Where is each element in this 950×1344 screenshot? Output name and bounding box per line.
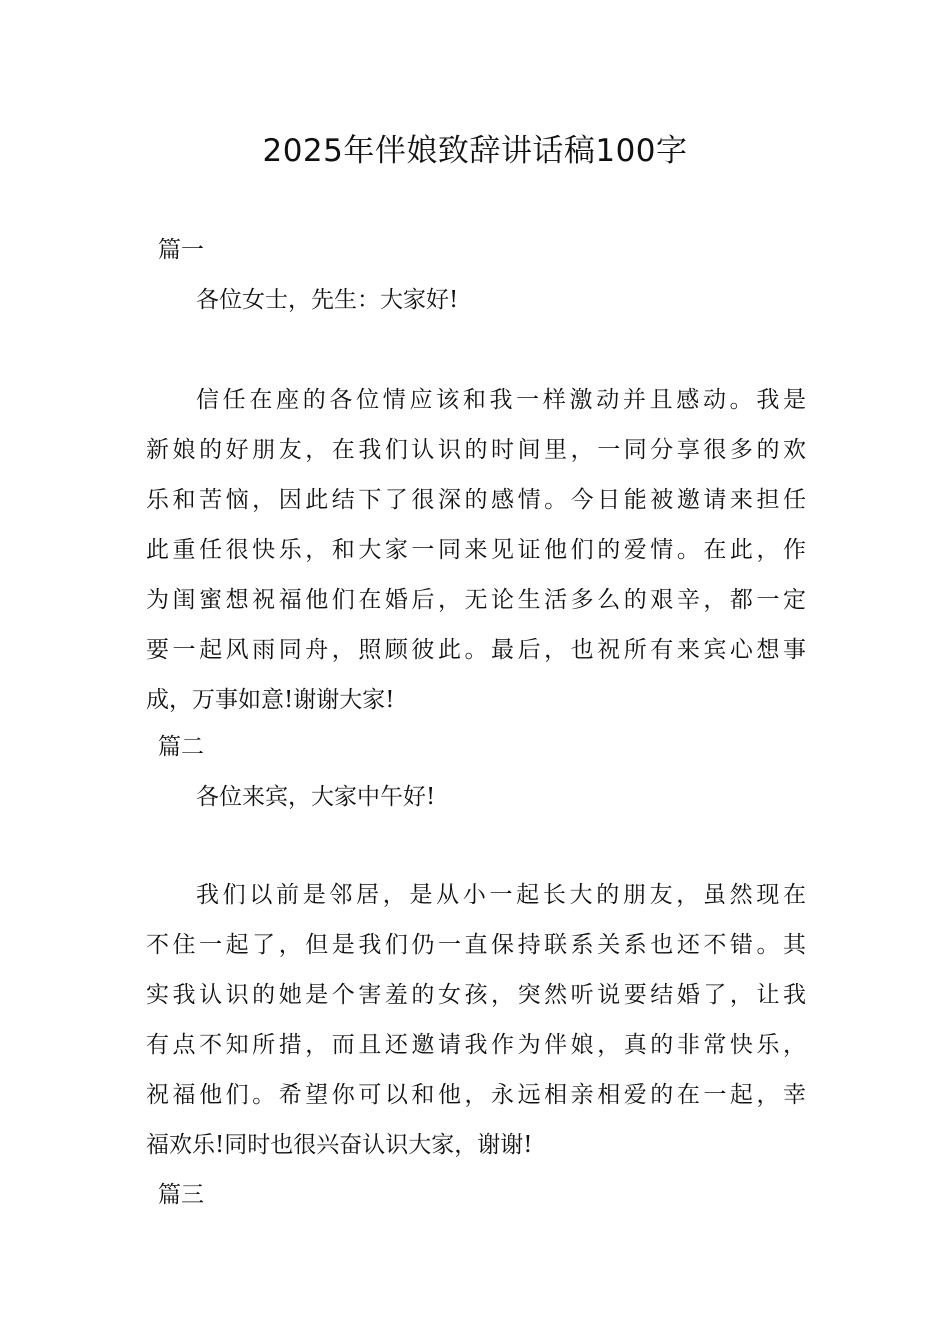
text-line: 福欢乐!同时也很兴奋认识大家，谢谢! xyxy=(146,1132,533,1158)
greeting-paragraph-2 xyxy=(146,772,806,822)
text-line: 信任在座的各位情应该和我一样激动并且感动。我是 xyxy=(196,387,806,413)
greeting-paragraph-1 xyxy=(146,275,806,325)
document-title: 2025年伴娘致辞讲话稿100字 xyxy=(262,133,688,169)
text-line: 此重任很快乐，和大家一同来见证他们的爱情。在此，作 xyxy=(146,537,806,563)
text-line: 为闺蜜想祝福他们在婚后，无论生活多么的艰辛，都一定 xyxy=(146,587,806,613)
text-line: 有点不知所措，而且还邀请我作为伴娘，真的非常快乐， xyxy=(146,1032,806,1058)
body-paragraph-1 xyxy=(146,375,806,725)
text-line: 要一起风雨同舟，照顾彼此。最后，也祝所有来宾心想事 xyxy=(146,637,806,663)
text-line: 不住一起了，但是我们仍一直保持联系关系也还不错。其 xyxy=(146,932,806,958)
section-heading-1: 篇一 xyxy=(158,237,204,263)
section-heading-2: 篇二 xyxy=(158,734,204,760)
text-line: 我们以前是邻居，是从小一起长大的朋友，虽然现在 xyxy=(196,882,806,908)
text-line: 乐和苦恼，因此结下了很深的感情。今日能被邀请来担任 xyxy=(146,487,806,513)
text-line: 新娘的好朋友，在我们认识的时间里，一同分享很多的欢 xyxy=(146,437,806,463)
text-line: 实我认识的她是个害羞的女孩，突然听说要结婚了，让我 xyxy=(146,982,806,1008)
text-line: 祝福他们。希望你可以和他，永远相亲相爱的在一起，幸 xyxy=(146,1082,806,1108)
text-line: 成，万事如意!谢谢大家! xyxy=(146,687,395,713)
greeting-line: 各位女士，先生：大家好! xyxy=(196,287,459,313)
body-paragraph-2 xyxy=(146,870,806,1170)
section-heading-3: 篇三 xyxy=(158,1182,204,1208)
greeting-line: 各位来宾，大家中午好! xyxy=(196,784,436,810)
